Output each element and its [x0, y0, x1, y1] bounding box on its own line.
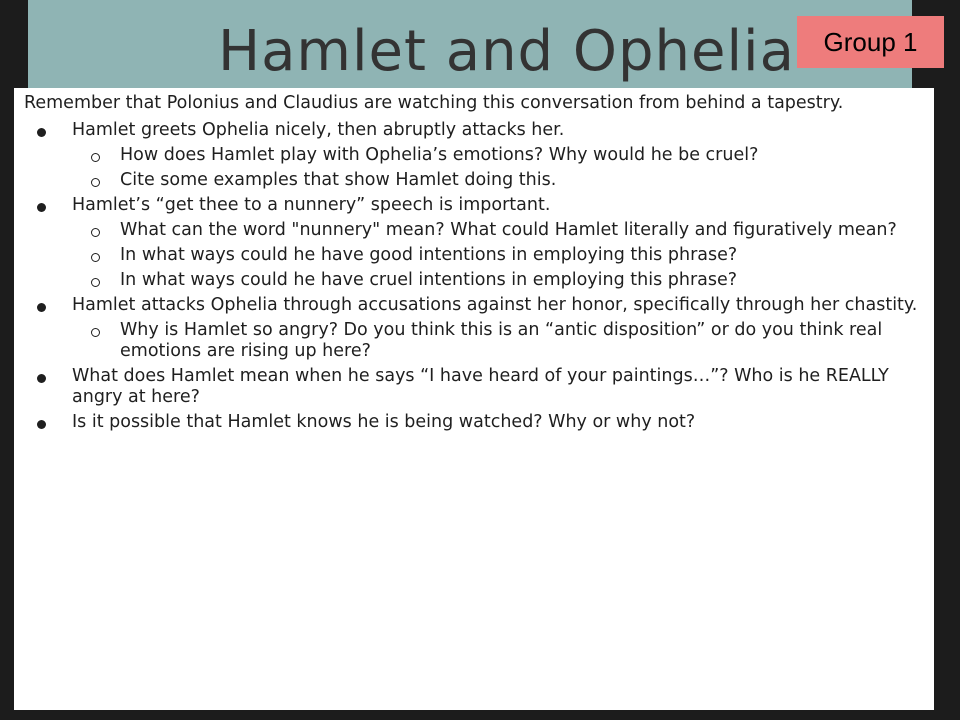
hollow-circle-icon — [91, 153, 100, 162]
bullet-item — [24, 195, 924, 216]
sub-bullet-item — [24, 245, 924, 266]
bullet-item — [24, 295, 924, 316]
intro-text: Remember that Polonius and Claudius are watching this conversation from behind a tapestry. — [24, 93, 844, 113]
bullet-item — [24, 412, 924, 433]
sub-bullet-item — [24, 220, 924, 241]
hollow-circle-icon — [91, 253, 100, 262]
hollow-circle-icon — [91, 228, 100, 237]
bullet-dot-icon — [37, 303, 46, 312]
sub-bullet-text: Cite some examples that show Hamlet doing this. — [120, 170, 557, 190]
bullet-text: Hamlet’s “get thee to a nunnery” speech is important. — [72, 195, 551, 215]
hollow-circle-icon — [91, 278, 100, 287]
bullet-text: Hamlet greets Ophelia nicely, then abruptly attacks her. — [72, 120, 565, 140]
bullet-text: Hamlet attacks Ophelia through accusations against her honor, specifically through her chastity. — [72, 295, 918, 315]
sub-bullet-text: In what ways could he have good intentions in employing this phrase? — [120, 245, 738, 265]
bullet-item — [24, 366, 924, 408]
group-badge: Group 1 — [797, 16, 944, 68]
bullet-item — [24, 120, 924, 141]
bullet-text: Is it possible that Hamlet knows he is being watched? Why or why not? — [72, 412, 696, 432]
hollow-circle-icon — [91, 328, 100, 337]
sub-bullet-text: Why is Hamlet so angry? Do you think this is an “antic disposition” or do you think real emotions are rising up here? — [120, 320, 883, 361]
sub-bullet-text: In what ways could he have cruel intentions in employing this phrase? — [120, 270, 738, 290]
bullet-dot-icon — [37, 374, 46, 383]
bullet-text: What does Hamlet mean when he says “I have heard of your paintings…”? Who is he REALLY angry at here? — [72, 366, 889, 407]
sub-bullet-text: What can the word "nunnery" mean? What could Hamlet literally and figuratively mean? — [120, 220, 897, 240]
bullet-dot-icon — [37, 203, 46, 212]
hollow-circle-icon — [91, 178, 100, 187]
content-panel — [14, 88, 934, 710]
slide-title: Hamlet and Ophelia — [218, 19, 795, 84]
bullet-dot-icon — [37, 128, 46, 137]
text-area — [24, 93, 924, 437]
bullet-dot-icon — [37, 420, 46, 429]
sub-bullet-text: How does Hamlet play with Ophelia’s emotions? Why would he be cruel? — [120, 145, 759, 165]
sub-bullet-item — [24, 270, 924, 291]
sub-bullet-item — [24, 170, 924, 191]
sub-bullet-item — [24, 320, 924, 362]
sub-bullet-item — [24, 145, 924, 166]
